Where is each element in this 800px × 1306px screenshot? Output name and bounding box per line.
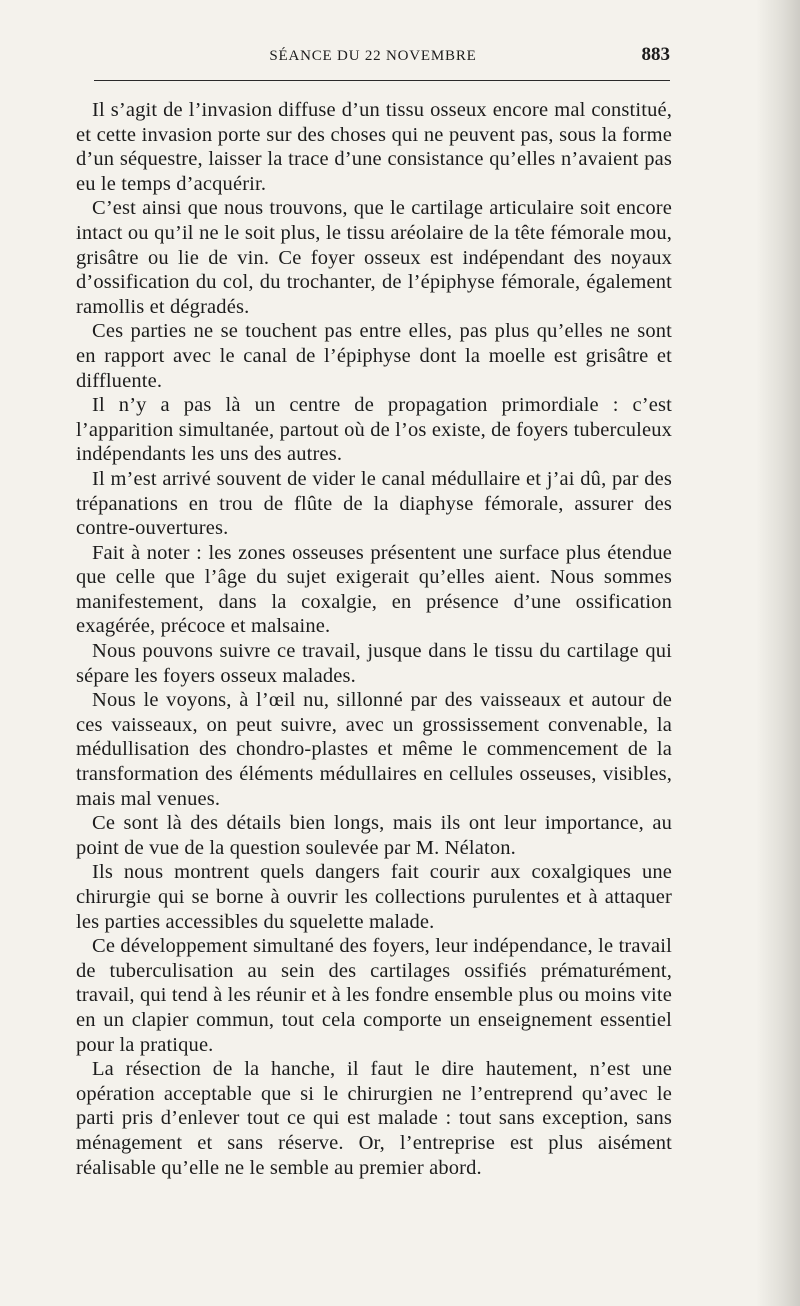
page-number: 883 xyxy=(641,44,670,65)
body-text xyxy=(76,98,672,1180)
paragraph: Ces parties ne se touchent pas entre elles, pas plus qu’elles ne sont en rapport avec le canal de l’épiphyse dont la moelle est grisâtre et diffluente. xyxy=(76,320,672,392)
paragraph: Ce développement simultané des foyers, leur indépendance, le travail de tuberculisation au sein des cartilages ossifiés prématurément, travail, qui tend à les réunir et à les fondre ensemble plus ou moins vite en un clapier commun, tout cela comporte un enseignement essentiel pour la pratique. xyxy=(76,935,672,1056)
paragraph: C’est ainsi que nous trouvons, que le cartilage articulaire soit encore intact ou qu’il ne le soit plus, le tissu aréolaire de la tête fémorale mou, grisâtre ou lie de vin. Ce foyer osseux est indépendant des noyaux d’ossification du col, du trochanter, de l’épiphyse fémorale, également ramollis et dégradés. xyxy=(76,197,672,318)
page-header xyxy=(76,44,670,72)
running-title: SÉANCE DU 22 NOVEMBRE xyxy=(269,48,477,64)
paragraph: Ils nous montrent quels dangers fait courir aux coxalgiques une chirurgie qui se borne à ouvrir les collections purulentes et à attaquer les parties accessibles du squelette malade. xyxy=(76,861,672,933)
page-edge-shadow xyxy=(756,0,800,1306)
paragraph: Nous pouvons suivre ce travail, jusque dans le tissu du cartilage qui sépare les foyers osseux malades. xyxy=(76,640,672,687)
paragraph: Il n’y a pas là un centre de propagation primordiale : c’est l’apparition simultanée, partout où de l’os existe, de foyers tuberculeux indépendants les uns des autres. xyxy=(76,394,672,466)
paragraph: Il s’agit de l’invasion diffuse d’un tissu osseux encore mal constitué, et cette invasion porte sur des choses qui ne peuvent pas, sous la forme d’un séquestre, laisser la trace d’une consistance qu’elles n’avaient pas eu le temps d’acquérir. xyxy=(76,99,672,195)
paragraph: La résection de la hanche, il faut le dire hautement, n’est une opération acceptable que si le chirurgien ne l’entreprend qu’avec le parti pris d’enlever tout ce qui est malade : tout sans exception, sans ménagement et sans réserve. Or, l’entreprise est plus aisément réalisable qu’elle ne le semble au premier abord. xyxy=(76,1058,672,1179)
paragraph: Ce sont là des détails bien longs, mais ils ont leur importance, au point de vue de la question soulevée par M. Nélaton. xyxy=(76,812,672,859)
paragraph: Il m’est arrivé souvent de vider le canal médullaire et j’ai dû, par des trépanations en trou de flûte de la diaphyse fémorale, assurer des contre-ouvertures. xyxy=(76,467,672,540)
paragraph: Nous le voyons, à l’œil nu, sillonné par des vaisseaux et autour de ces vaisseaux, on peut suivre, avec un grossissement convenable, la médullisation des chondro-plastes et même le commencement de la transformation des éléments médullaires en cellules osseuses, visibles, mais mal venues. xyxy=(76,689,672,810)
header-rule xyxy=(94,80,670,81)
paragraph: Fait à noter : les zones osseuses présentent une surface plus étendue que celle que l’âge du sujet exigerait qu’elles aient. Nous sommes manifestement, dans la coxalgie, en présence d’une ossification exagérée, précoce et malsaine. xyxy=(76,541,672,638)
